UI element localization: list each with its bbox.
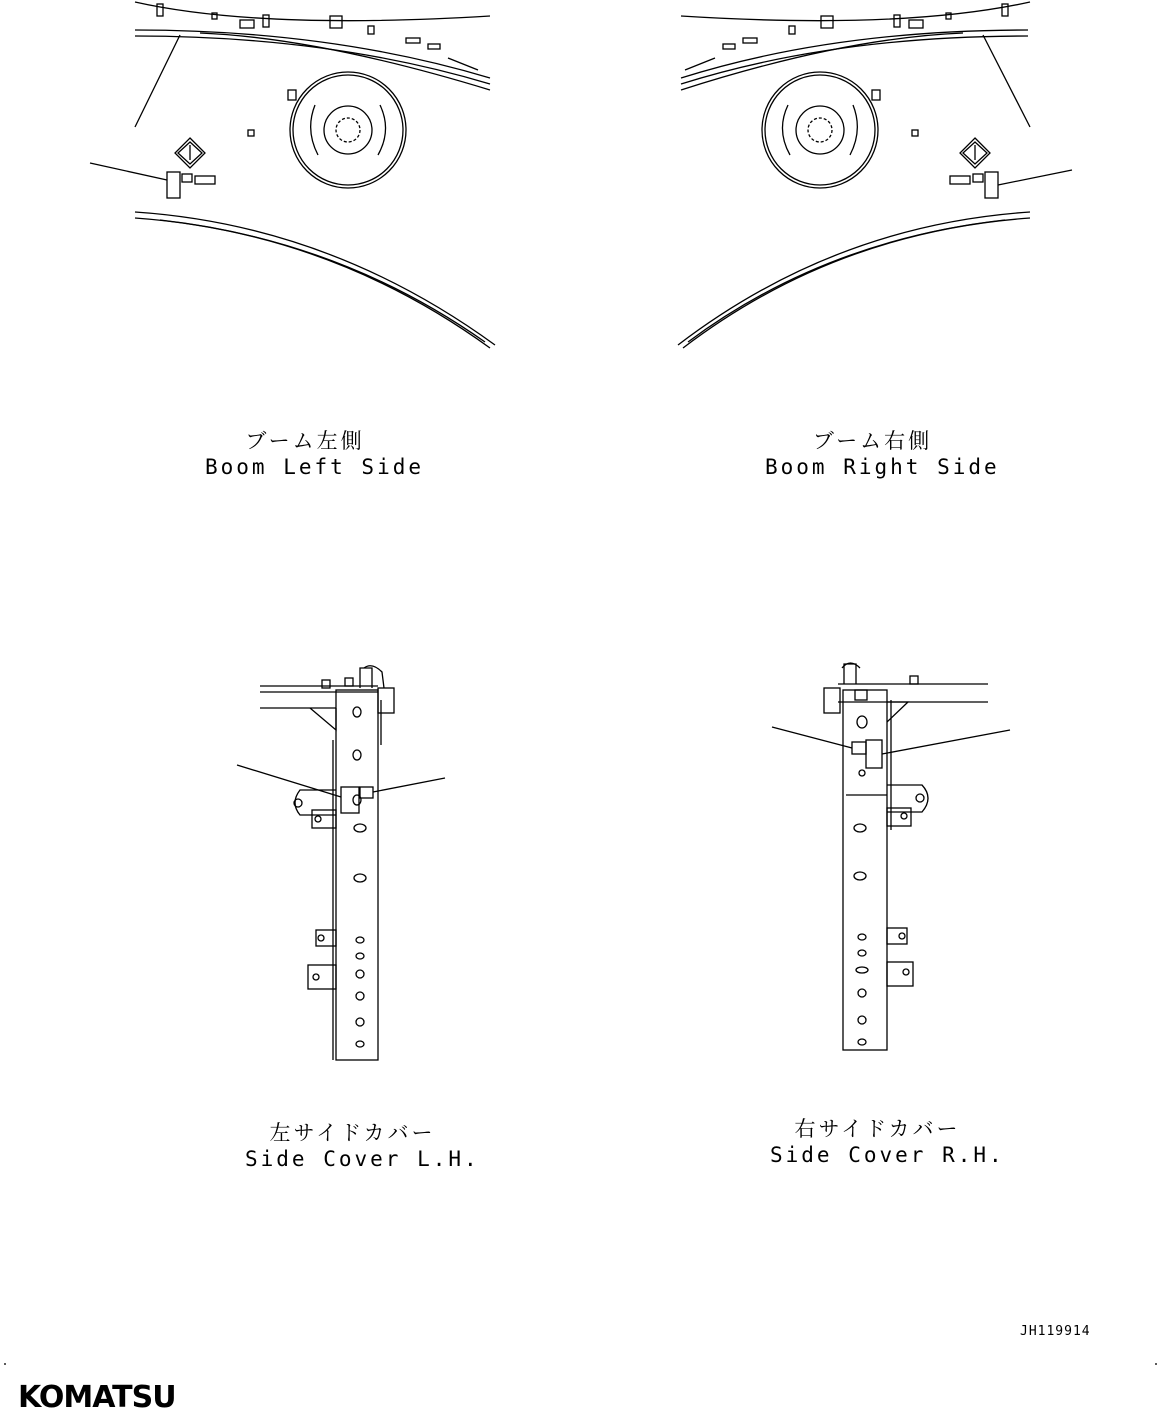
komatsu-logo: KOMATSU bbox=[18, 1380, 176, 1415]
caption-side-cover-right bbox=[770, 1116, 1005, 1168]
caption-jp: 右サイドカバー bbox=[794, 1117, 961, 1141]
drawing-number: JH119914 bbox=[1020, 1324, 1091, 1339]
caption-en: Side Cover R.H. bbox=[770, 1143, 1005, 1167]
caption-en: Boom Right Side bbox=[765, 455, 1000, 479]
boom-right-view bbox=[678, 2, 1072, 348]
caption-en: Boom Left Side bbox=[205, 455, 425, 479]
side-cover-right-view bbox=[772, 663, 1010, 1050]
caption-jp: ブーム右側 bbox=[812, 429, 933, 453]
boom-left-view bbox=[90, 2, 495, 348]
side-cover-left-view bbox=[237, 666, 445, 1060]
caption-boom-left bbox=[205, 428, 425, 480]
caption-en: Side Cover L.H. bbox=[245, 1147, 480, 1171]
caption-jp: ブーム左側 bbox=[245, 429, 365, 453]
caption-boom-right bbox=[765, 428, 1000, 480]
caption-jp: 左サイドカバー bbox=[269, 1121, 436, 1145]
caption-side-cover-left bbox=[245, 1120, 480, 1172]
